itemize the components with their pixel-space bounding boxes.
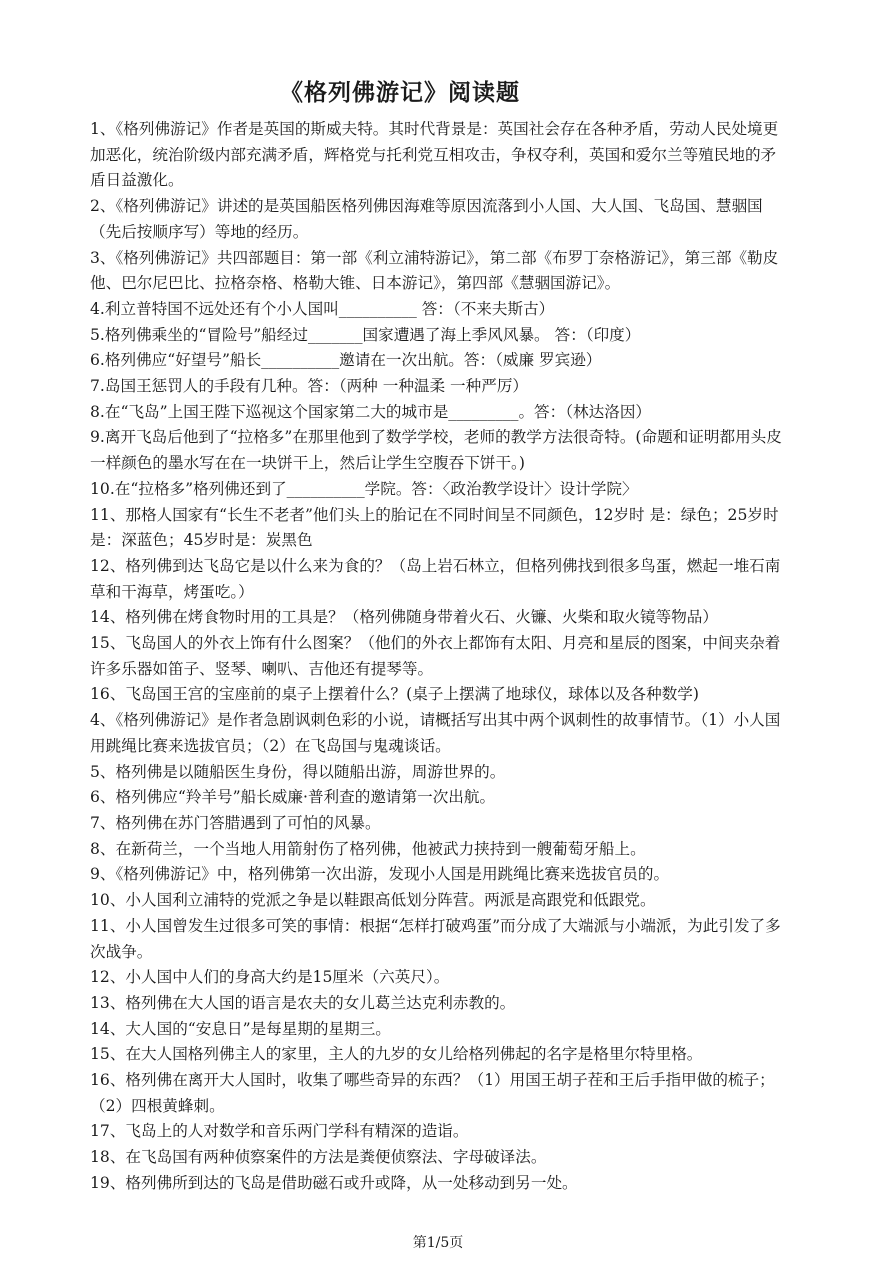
paragraph: 16、格列佛在离开大人国时，收集了哪些奇异的东西？（1）用国王胡子茬和王后手指甲做的梳子；（2）四根黄蜂刺。: [90, 1071, 775, 1115]
paragraph: 11、那格人国家有“长生不老者”他们头上的胎记在不同时间呈不同颜色，12岁时 是：绿色；25岁时是：深蓝色；45岁时是：炭黑色: [90, 505, 779, 550]
paragraph: 5、格列佛是以随船医生身份，得以随船出游，周游世界的。: [90, 762, 506, 781]
paragraph: 7.岛国王惩罚人的手段有几种。答：（两种 一种温柔 一种严厉）: [90, 377, 529, 396]
paragraph: 10、小人国利立浦特的党派之争是以鞋跟高低划分阵营。两派是高跟党和低跟党。: [90, 891, 656, 910]
document-body: [90, 117, 790, 1197]
paragraph: 8、在新荷兰，一个当地人用箭射伤了格列佛，他被武力挟持到一艘葡萄牙船上。: [90, 839, 646, 858]
page-title: 《格列佛游记》阅读题: [280, 80, 520, 106]
paragraph: 12、小人国中人们的身高大约是15厘米（六英尺）。: [90, 968, 450, 987]
paragraph: 6、格列佛应“羚羊号”船长威廉·普利查的邀请第一次出航。: [90, 788, 496, 807]
paragraph: 17、飞岛上的人对数学和音乐两门学科有精深的造诣。: [90, 1122, 469, 1141]
paragraph: 14、格列佛在烤食物时用的工具是？（格列佛随身带着火石、火镰、火柴和取火镜等物品）: [90, 608, 718, 627]
paragraph: 4、《格列佛游记》是作者急剧讽刺色彩的小说，请概括写出其中两个讽刺性的故事情节。（1）小人国用跳绳比赛来选拔官员；（2）在飞岛国与鬼魂谈话。: [90, 711, 781, 755]
paragraph: 3、《格列佛游记》共四部题目：第一部《利立浦特游记》，第二部《布罗丁奈格游记》，第三部《勒皮他、巴尔尼巴比、拉格奈格、格勒大锥、日本游记》，第四部《慧骃国游记》。: [90, 248, 779, 293]
paragraph: 2、《格列佛游记》讲述的是英国船医格列佛因海难等原因流落到小人国、大人国、飞岛国、慧骃国（先后按顺序写）等地的经历。: [90, 197, 763, 241]
paragraph: 15、飞岛国人的外衣上饰有什么图案？（他们的外衣上都饰有太阳、月亮和星辰的图案，中间夹杂着许多乐器如笛子、竖琴、喇叭、吉他还有提琴等。: [90, 634, 781, 678]
paragraph: 5.格列佛乘坐的“冒险号”船经过_______国家遭遇了海上季风风暴。 答：（印度）: [90, 325, 641, 344]
paragraph: 13、格列佛在大人国的语言是农夫的女儿葛兰达克利赤教的。: [90, 993, 516, 1012]
paragraph: 14、大人国的“安息日”是每星期的星期三。: [90, 1019, 391, 1038]
paragraph: 8.在“飞岛”上国王陛下巡视这个国家第二大的城市是_________。答：（林达洛因）: [90, 402, 652, 421]
paragraph: 1、《格列佛游记》作者是英国的斯威夫特。其时代背景是：英国社会存在各种矛盾，劳动人民处境更加恶化，统治阶级内部充满矛盾，辉格党与托利党互相攻击，争权夺利，英国和爱尔兰等殖民地的矛盾日益激化。: [90, 120, 779, 190]
paragraph: 4.利立普特国不远处还有个小人国叫__________ 答：（不来夫斯古）: [90, 299, 555, 318]
paragraph: 18、在飞岛国有两种侦察案件的方法是粪便侦察法、字母破译法。: [90, 1148, 547, 1167]
paragraph: 16、飞岛国王宫的宝座前的桌子上摆着什么？(桌子上摆满了地球仪，球体以及各种数学): [90, 685, 699, 704]
page-number: 第1/5页: [412, 1235, 464, 1251]
paragraph: 19、格列佛所到达的飞岛是借助磁石或升或降，从一处移动到另一处。: [90, 1173, 578, 1192]
paragraph: 7、格列佛在苏门答腊遇到了可怕的风暴。: [90, 813, 381, 832]
paragraph: 10.在“拉格多”格列佛还到了__________学院。答：〈政治教学设计〉设计学院〉: [90, 479, 638, 498]
paragraph: 12、格列佛到达飞岛它是以什么来为食的？（岛上岩石林立，但格列佛找到很多鸟蛋，燃起一堆石南草和干海草，烤蛋吃。）: [90, 556, 781, 601]
paragraph: 11、小人国曾发生过很多可笑的事情：根据“怎样打破鸡蛋”而分成了大端派与小端派，为此引发了多次战争。: [90, 916, 781, 961]
paragraph: 9.离开飞岛后他到了“拉格多”在那里他到了数学学校，老师的教学方法很奇特。(命题和证明都用头皮一样颜色的墨水写在在一块饼干上，然后让学生空腹吞下饼干。): [90, 428, 782, 473]
paragraph: 15、在大人国格列佛主人的家里，主人的九岁的女儿给格列佛起的名字是格里尔特里格。: [90, 1045, 703, 1064]
paragraph: 9、《格列佛游记》中，格列佛第一次出游，发现小人国是用跳绳比赛来选拔官员的。: [90, 865, 670, 884]
paragraph: 6.格列佛应“好望号”船长__________邀请在一次出航。答：（威廉 罗宾逊）: [90, 351, 602, 370]
